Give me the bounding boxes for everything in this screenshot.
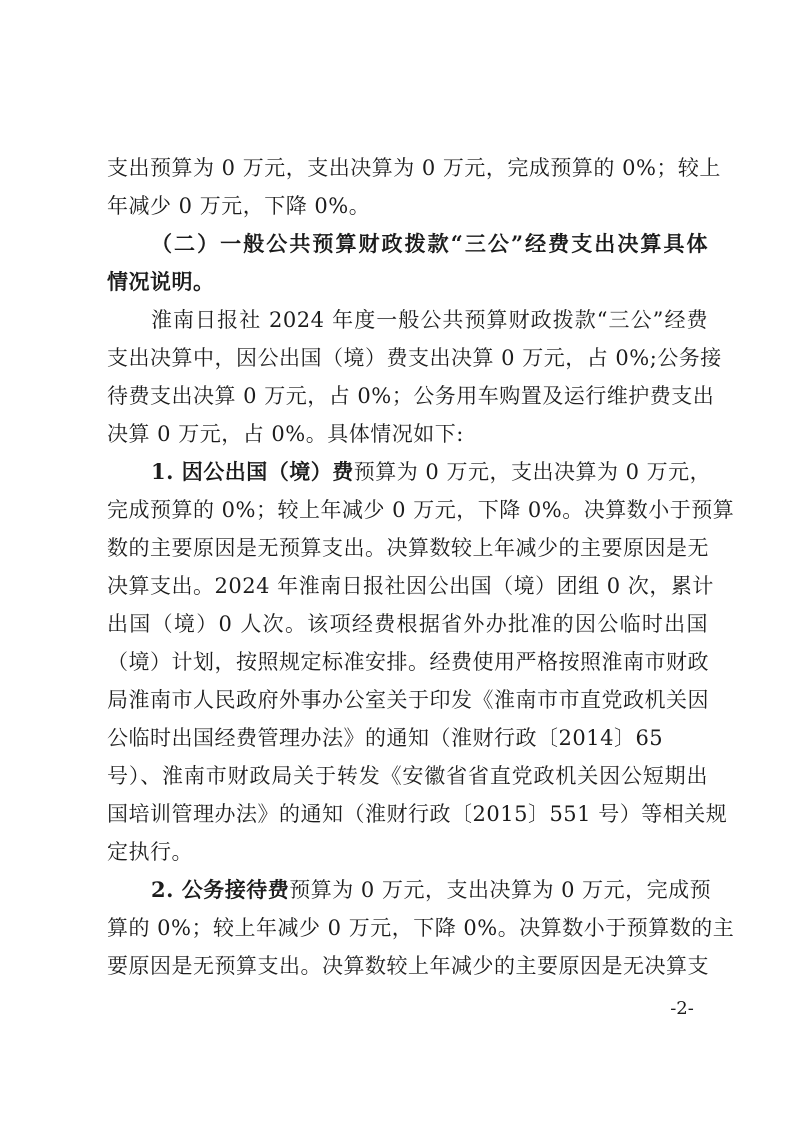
text-line — [107, 263, 708, 301]
text-run: 局淮南市人民政府外事办公室关于印发《淮南市市直党政机关因 — [107, 688, 709, 712]
document-body — [107, 149, 735, 985]
text-run: 待费支出决算 0 万元，占 0%；公务用车购置及运行维护费支出 — [107, 384, 715, 408]
text-line — [107, 871, 712, 909]
text-line — [107, 567, 714, 605]
text-run: 决算 0 万元，占 0%。具体情况如下: — [107, 422, 464, 446]
text-line — [107, 529, 708, 567]
text-line — [107, 377, 715, 415]
text-run: 支出决算中，因公出国（境）费支出决算 0 万元，占 0%;公务接 — [107, 346, 722, 370]
text-run: 要原因是无预算支出。决算数较上年减少的主要原因是无决算支 — [107, 954, 709, 978]
text-run: 预算为 0 万元，支出决算为 0 万元，完成预 — [289, 878, 712, 902]
page-number: -2- — [670, 998, 694, 1019]
text-line — [107, 301, 708, 339]
text-run: （境）计划，按照规定标准安排。经费使用严格按照淮南市财政 — [107, 650, 709, 674]
text-run: 定执行。 — [107, 840, 193, 864]
text-line — [107, 339, 722, 377]
text-run: 决算支出。2024 年淮南日报社因公出国（境）团组 0 次，累计 — [107, 574, 714, 598]
text-line — [107, 149, 721, 187]
bold-text-run: （二）一般公共预算财政拨款“三公”经费支出决算具体 — [151, 231, 708, 256]
text-run: 算的 0%；较上年减少 0 万元，下降 0%。决算数小于预算数的主 — [107, 916, 735, 940]
text-line — [107, 225, 708, 263]
text-run: 出国（境）0 人次。该项经费根据省外办批准的因公临时出国 — [107, 612, 708, 636]
text-line — [107, 795, 728, 833]
text-run: 国培训管理办法》的通知（淮财行政〔2015〕551 号）等相关规 — [107, 802, 728, 826]
text-line — [107, 757, 708, 795]
text-line — [107, 187, 708, 225]
text-run: 号）、淮南市财政局关于转发《安徽省省直党政机关因公短期出 — [107, 764, 708, 788]
text-run: 数的主要原因是无预算支出。决算数较上年减少的主要原因是无 — [107, 536, 709, 560]
text-line — [107, 719, 708, 757]
text-line — [107, 681, 708, 719]
text-line — [107, 947, 708, 985]
text-line — [107, 605, 708, 643]
bold-text-run: 2. 公务接待费 — [151, 877, 290, 902]
text-run: 年减少 0 万元，下降 0%。 — [107, 194, 371, 218]
bold-text-run: 1. 因公出国（境）费 — [151, 459, 354, 484]
text-line — [107, 453, 712, 491]
text-run: 预算为 0 万元，支出决算为 0 万元， — [353, 460, 712, 484]
text-run: 支出预算为 0 万元，支出决算为 0 万元，完成预算的 0%；较上 — [107, 156, 721, 180]
text-line — [107, 491, 735, 529]
text-line — [107, 909, 735, 947]
text-line — [107, 833, 708, 871]
text-line — [107, 415, 708, 453]
text-run: 完成预算的 0%；较上年减少 0 万元，下降 0%。决算数小于预算 — [107, 498, 735, 522]
bold-text-run: 情况说明。 — [107, 269, 215, 294]
text-run: 淮南日报社 2024 年度一般公共预算财政拨款“三公”经费 — [151, 308, 708, 332]
text-line — [107, 643, 708, 681]
text-run: 公临时出国经费管理办法》的通知（淮财行政〔2014〕65 — [107, 726, 664, 750]
